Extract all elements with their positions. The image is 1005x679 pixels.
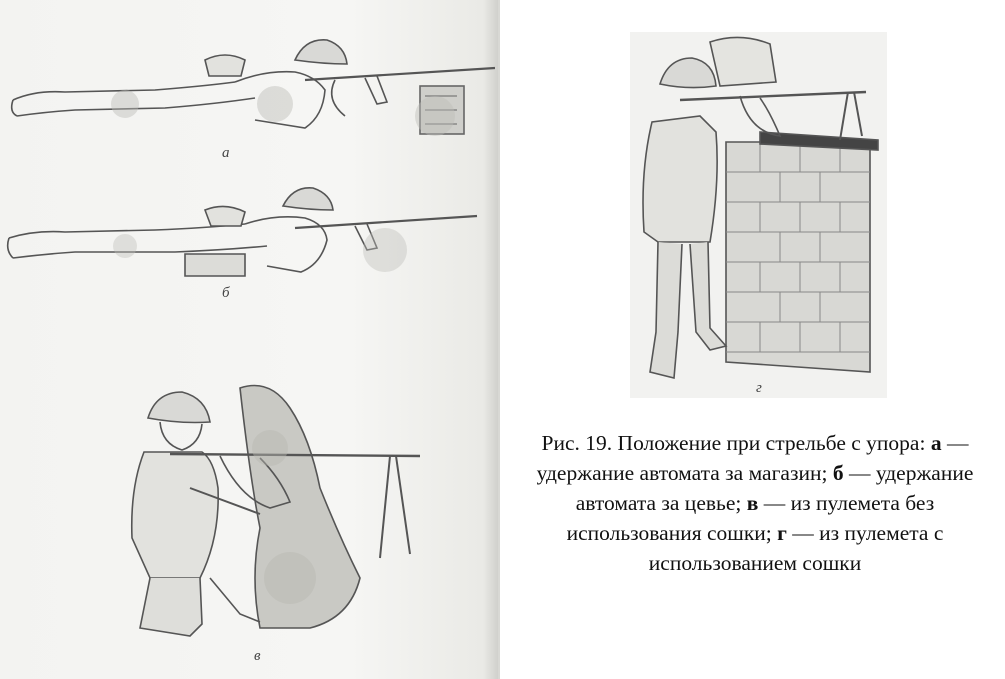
figure-b-prone-forend-grip — [5, 180, 495, 285]
caption-text-v: — из пулемета без использования сошки; — [566, 491, 935, 545]
figure-b-label: б — [222, 285, 230, 301]
caption-text-g: — из пулемета с использованием сошки — [648, 521, 944, 575]
figure-a-label: а — [222, 145, 230, 161]
caption-key-b: б — [832, 461, 844, 485]
caption-key-a: а — [930, 431, 942, 455]
caption-text-b: — удержание автомата за цевье; — [575, 461, 974, 515]
figure-v-kneeling-machine-gun — [110, 378, 430, 650]
figure-a-prone-magazine-grip — [5, 20, 495, 140]
figure-v-illustration — [110, 378, 430, 650]
figure-g-illustration — [630, 32, 887, 398]
caption-text-a: — удержание автомата за магазин; — [536, 431, 969, 485]
figure-v-label: в — [254, 648, 261, 664]
caption-prefix: Рис. 19. Положение при стрельбе с упора: — [541, 431, 926, 455]
figure-g-label: г — [756, 380, 762, 396]
caption-key-v: в — [746, 491, 759, 515]
figure-b-illustration — [5, 180, 495, 285]
caption-key-g: г — [777, 521, 787, 545]
figure-g-standing-machine-gun-bipod — [630, 32, 887, 398]
figure-caption — [510, 428, 1000, 578]
figure-a-illustration — [5, 20, 495, 140]
